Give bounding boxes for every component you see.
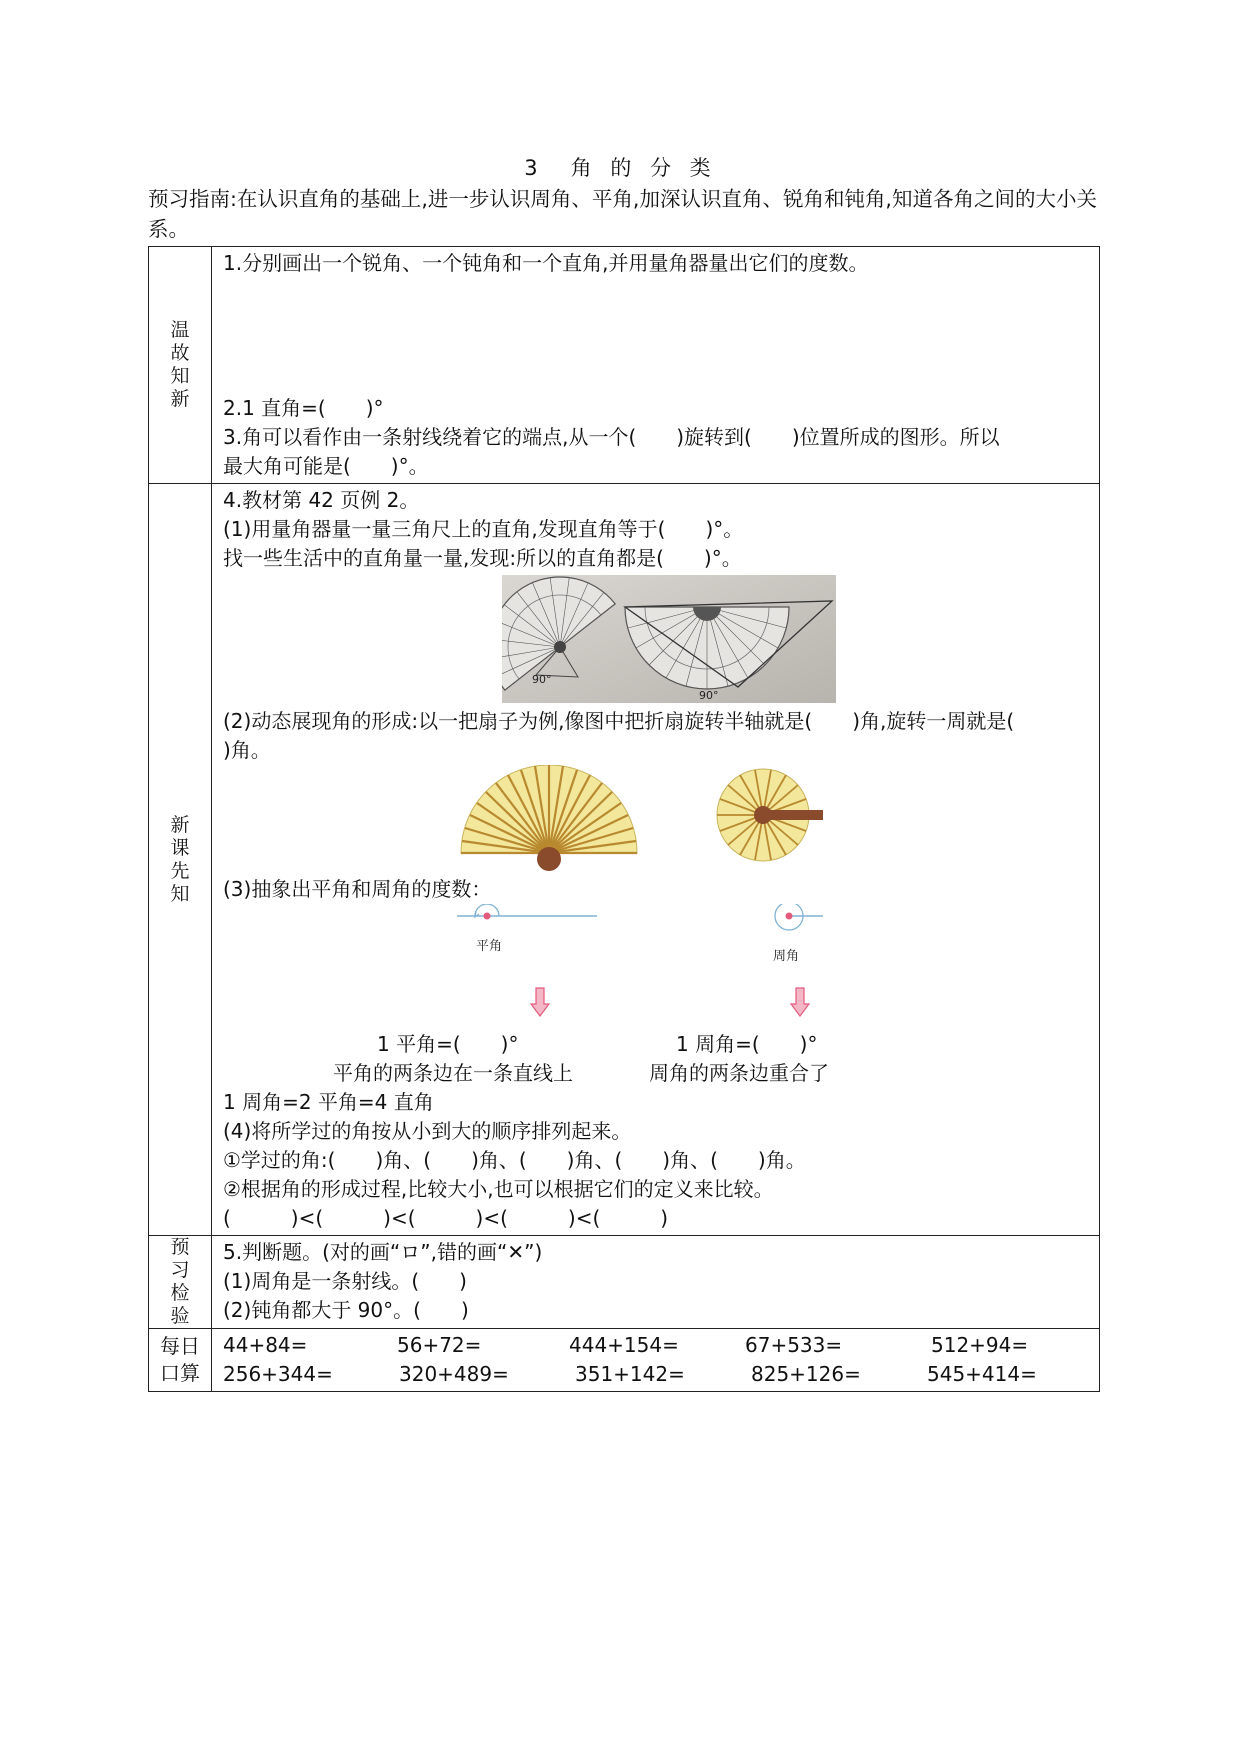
- review-q3-line2: 最大角可能是( )°。: [223, 454, 429, 478]
- lesson-q4-1-line1: (1)用量角器量一量三角尺上的直角,发现直角等于( )°。: [223, 517, 744, 541]
- angle-diagram-image: [223, 904, 823, 1030]
- review-q3-line1: 3.角可以看作由一条射线绕着它的端点,从一个( )旋转到( )位置所成的图形。所以: [223, 425, 1000, 449]
- angle-diagrams: [223, 904, 1089, 1030]
- preview-guide: 预习指南:在认识直角的基础上,进一步认识周角、平角,加深认识直角、锐角和钝角,知道各角之间的大小关系。: [148, 187, 1097, 241]
- lesson-q4-4a: ①学过的角:( )角、( )角、( )角、( )角、( )角。: [223, 1148, 806, 1172]
- lesson-q4-4: (4)将所学过的角按从小到大的顺序排列起来。: [223, 1119, 632, 1143]
- calc-item: 444+154=: [569, 1333, 679, 1357]
- calc-item: 67+533=: [745, 1333, 843, 1357]
- review-label: 温故知新: [170, 319, 190, 410]
- check-q5: 5.判断题。(对的画“ロ”,错的画“✕”): [223, 1240, 543, 1264]
- lesson-q4-2-line1: (2)动态展现角的形成:以一把扇子为例,像图中把折扇旋转半轴就是( )角,旋转一周就是(: [223, 709, 1015, 733]
- lesson-q4: 4.教材第 42 页例 2。: [223, 488, 420, 512]
- down-arrow-right: [791, 988, 809, 1016]
- protractor-image: [502, 575, 836, 703]
- worksheet-table: [148, 246, 1100, 1392]
- review-q2: 2.1 直角=( )°: [223, 396, 384, 420]
- check-q5-2: (2)钝角都大于 90°。( ): [223, 1298, 469, 1322]
- protractor-label-right: 90°: [699, 689, 719, 702]
- full-angle-desc: 周角的两条边重合了: [649, 1061, 829, 1085]
- newlesson-content: [212, 484, 1100, 1236]
- protractor-label-left: 90°: [532, 673, 552, 686]
- daily-row-2: [223, 1360, 1089, 1389]
- daily-label-cell: [149, 1329, 212, 1392]
- newlesson-row: [149, 484, 1100, 1236]
- lesson-q4-3: (3)抽象出平角和周角的度数：: [223, 877, 492, 901]
- newlesson-label-cell: [149, 484, 212, 1236]
- page-title: 3 角 的 分 类: [524, 156, 717, 180]
- check-row: [149, 1236, 1100, 1329]
- check-content: [212, 1236, 1100, 1329]
- daily-row-1: [223, 1331, 1089, 1360]
- angle-relation: 1 周角=2 平角=4 直角: [223, 1090, 434, 1114]
- calc-item: 825+126=: [751, 1362, 861, 1386]
- daily-content: [212, 1329, 1100, 1392]
- fan-figure: [223, 765, 1089, 875]
- calc-item: 256+344=: [223, 1362, 333, 1386]
- review-label-cell: [149, 247, 212, 484]
- calc-item: 545+414=: [927, 1362, 1037, 1386]
- check-q5-1: (1)周角是一条射线。( ): [223, 1269, 467, 1293]
- straight-angle-desc: 平角的两条边在一条直线上: [333, 1061, 573, 1085]
- lesson-q4-4c: ( )<( )<( )<( )<( ): [223, 1206, 669, 1230]
- lesson-q4-1-line2: 找一些生活中的直角量一量,发现:所以的直角都是( )°。: [223, 546, 742, 570]
- lesson-q4-4b: ②根据角的形成过程,比较大小,也可以根据它们的定义来比较。: [223, 1177, 774, 1201]
- newlesson-label: 新课先知: [170, 813, 190, 905]
- calc-item: 351+142=: [575, 1362, 685, 1386]
- review-content: [212, 247, 1100, 484]
- fan-image: [223, 765, 823, 875]
- drawing-space: [223, 278, 1089, 394]
- check-label-cell: [149, 1236, 212, 1329]
- angle-values-row: [223, 1030, 1089, 1059]
- calc-item: 320+489=: [399, 1362, 509, 1386]
- check-label: 预习检验: [170, 1236, 190, 1327]
- protractor-figure: [223, 575, 1089, 707]
- daily-label: 每日口算: [160, 1334, 200, 1385]
- down-arrow-left: [531, 988, 549, 1016]
- calc-item: 56+72=: [397, 1333, 482, 1357]
- angle-desc-row: [223, 1059, 1089, 1088]
- lesson-q4-2-line2: )角。: [223, 738, 271, 762]
- straight-angle-label: 平角: [476, 939, 503, 954]
- review-q1: 1.分别画出一个锐角、一个钝角和一个直角,并用量角器量出它们的度数。: [223, 251, 869, 275]
- full-angle-label: 周角: [773, 949, 800, 964]
- calc-item: 512+94=: [931, 1333, 1029, 1357]
- review-row: [149, 247, 1100, 484]
- straight-angle-value: 1 平角=( )°: [377, 1032, 519, 1056]
- daily-row: [149, 1329, 1100, 1392]
- calc-item: 44+84=: [223, 1333, 308, 1357]
- full-angle-value: 1 周角=( )°: [676, 1032, 818, 1056]
